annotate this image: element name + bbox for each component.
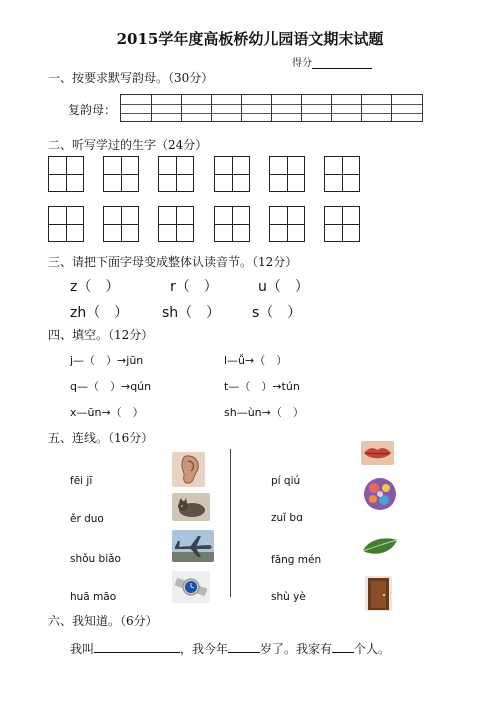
watch-picture[interactable]: [172, 571, 210, 603]
airplane-picture[interactable]: [172, 530, 214, 562]
family-count-blank[interactable]: [332, 641, 354, 653]
syllable-item[interactable]: z（ ）: [70, 279, 120, 295]
writing-box[interactable]: [324, 156, 360, 192]
ball-picture[interactable]: [360, 476, 400, 512]
compound-finals-label: 复韵母：: [68, 103, 117, 117]
age-blank[interactable]: [228, 641, 260, 653]
leaf-picture[interactable]: [360, 533, 400, 561]
pinyin-right[interactable]: fānɡ mén: [271, 554, 322, 566]
door-picture[interactable]: [365, 576, 392, 611]
writing-box[interactable]: [269, 206, 305, 242]
writing-box[interactable]: [214, 156, 250, 192]
pinyin-left[interactable]: shǒu biǎo: [70, 553, 121, 565]
name-blank[interactable]: [94, 641, 180, 653]
pinyin-right[interactable]: shù yè: [271, 591, 306, 603]
sentence-part: ，我今年: [180, 642, 229, 656]
writing-box[interactable]: [269, 156, 305, 192]
page-title: 2015学年度高板桥幼儿园语文期末试题: [116, 30, 384, 48]
section-3-heading: 三、请把下面字母变成整体认读音节。（12分）: [48, 255, 298, 269]
mouth-picture[interactable]: [361, 441, 394, 465]
fill-item[interactable]: x—ūn→（ ）: [70, 406, 144, 419]
sentence-part: 岁了。我家有: [260, 642, 333, 656]
section-5-heading: 五、连线。（16分）: [48, 431, 154, 445]
section-2-heading: 二、听写学过的生字（24分）: [48, 138, 208, 152]
four-line-grid[interactable]: [120, 94, 423, 122]
section-1-heading: 一、按要求默写韵母。（30分）: [48, 71, 214, 85]
pinyin-right[interactable]: pí qiú: [271, 475, 301, 487]
sentence-part: 我叫: [70, 642, 95, 656]
fill-item[interactable]: l—ǚ→（ ）: [224, 354, 288, 367]
writing-box[interactable]: [158, 206, 194, 242]
syllable-item[interactable]: u（ ）: [258, 279, 309, 295]
pinyin-left[interactable]: ěr duo: [70, 513, 104, 525]
sentence-part: 个人。: [354, 642, 391, 656]
writing-box[interactable]: [324, 206, 360, 242]
fill-item[interactable]: q—（ ）→qún: [70, 380, 152, 393]
writing-box[interactable]: [48, 206, 84, 242]
self-intro-sentence: [70, 640, 390, 657]
writing-box[interactable]: [158, 156, 194, 192]
score-field: [292, 54, 372, 69]
fill-item[interactable]: t—（ ）→tún: [224, 380, 300, 393]
syllable-item[interactable]: sh（ ）: [162, 305, 221, 321]
syllable-item[interactable]: s（ ）: [252, 305, 302, 321]
writing-box[interactable]: [103, 156, 139, 192]
cat-picture[interactable]: [172, 493, 210, 521]
score-blank[interactable]: [312, 58, 372, 69]
writing-box[interactable]: [214, 206, 250, 242]
pinyin-right[interactable]: zuǐ bɑ: [271, 512, 303, 524]
fill-item[interactable]: j—（ ）→jūn: [70, 354, 144, 367]
writing-box[interactable]: [48, 156, 84, 192]
section-4-heading: 四、填空。（12分）: [48, 328, 154, 342]
fill-item[interactable]: sh—ùn→（ ）: [224, 406, 304, 419]
writing-box[interactable]: [103, 206, 139, 242]
syllable-item[interactable]: zh（ ）: [70, 305, 129, 321]
pinyin-left[interactable]: fēi jī: [70, 475, 93, 487]
column-divider: [230, 449, 231, 597]
ear-picture[interactable]: [172, 452, 205, 487]
pinyin-left[interactable]: huā māo: [70, 591, 117, 603]
syllable-item[interactable]: r（ ）: [170, 279, 218, 295]
section-6-heading: 六、我知道。（6分）: [48, 614, 158, 628]
score-label: 得分: [292, 58, 312, 69]
